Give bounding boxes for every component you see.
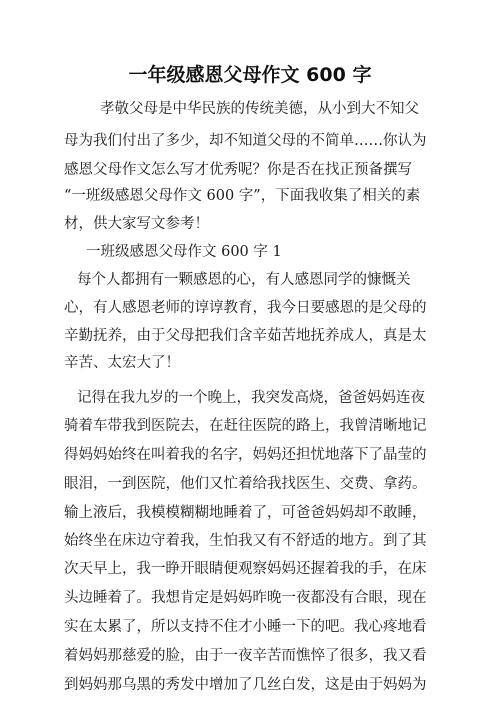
intro-line: 母为我们付出了多少，却不知道父母的不简单……你认为: [64, 133, 427, 149]
paragraph-line: 始终坐在床边守着我，生怕我又有不舒适的地方。到了其: [64, 533, 427, 549]
paragraph-line: 骑着车带我到医院去，在赶往医院的路上，我曾清晰地记: [64, 418, 427, 434]
section-subheading: 一班级感恩父母作文 600 字 1: [86, 244, 282, 260]
paragraph-line: 记得在我九岁的一个晚上，我突发高烧，爸爸妈妈连夜: [77, 390, 425, 406]
paragraph-line: 到妈妈那乌黑的秀发中增加了几丝白发，这是由于妈妈为: [64, 677, 427, 693]
document-title: 一年级感恩父母作文 600 字: [128, 64, 372, 86]
paragraph-line: 得妈妈始终在叫着我的名字，妈妈还担忧地落下了晶莹的: [64, 447, 427, 463]
paragraph-line: 输上液后，我模模糊糊地睡着了，可爸爸妈妈却不敢睡，: [64, 505, 427, 521]
paragraph-line: 着妈妈那慈爱的脸，由于一夜辛苦而憔悴了很多，我又看: [64, 648, 427, 664]
paragraph-line: 实在太累了，所以支持不住才小睡一下的吧。我心疼地看: [64, 619, 427, 635]
intro-line: “一班级感恩父母作文 600 字”，下面我收集了相关的素: [64, 188, 421, 204]
paragraph-line: 眼泪，一到医院，他们又忙着给我找医生、交费、拿药。: [64, 476, 427, 492]
intro-line: 感恩父母作文怎么写才优秀呢？你是否在找正预备撰写: [64, 162, 412, 178]
paragraph-line: 次天早上，我一睁开眼睛便观察妈妈还握着我的手，在床: [64, 561, 427, 577]
intro-line: 孝敬父母是中华民族的传统美德，从小到大不知父: [100, 101, 419, 117]
paragraph-line: 辛勤抚养，由于父母把我们含辛茹苦地抚养成人，真是太: [64, 328, 427, 344]
paragraph-line: 心，有人感恩老师的谆谆教育，我今日要感恩的是父母的: [64, 300, 427, 316]
intro-line: 材，供大家写文参考！: [64, 216, 209, 232]
paragraph-line: 每个人都拥有一颗感恩的心，有人感恩同学的慷慨关: [77, 272, 411, 288]
paragraph-line: 头边睡着了。我想肯定是妈妈昨晚一夜都没有合眼，现在: [64, 590, 427, 606]
paragraph-line: 辛苦、太宏大了！: [64, 355, 180, 371]
